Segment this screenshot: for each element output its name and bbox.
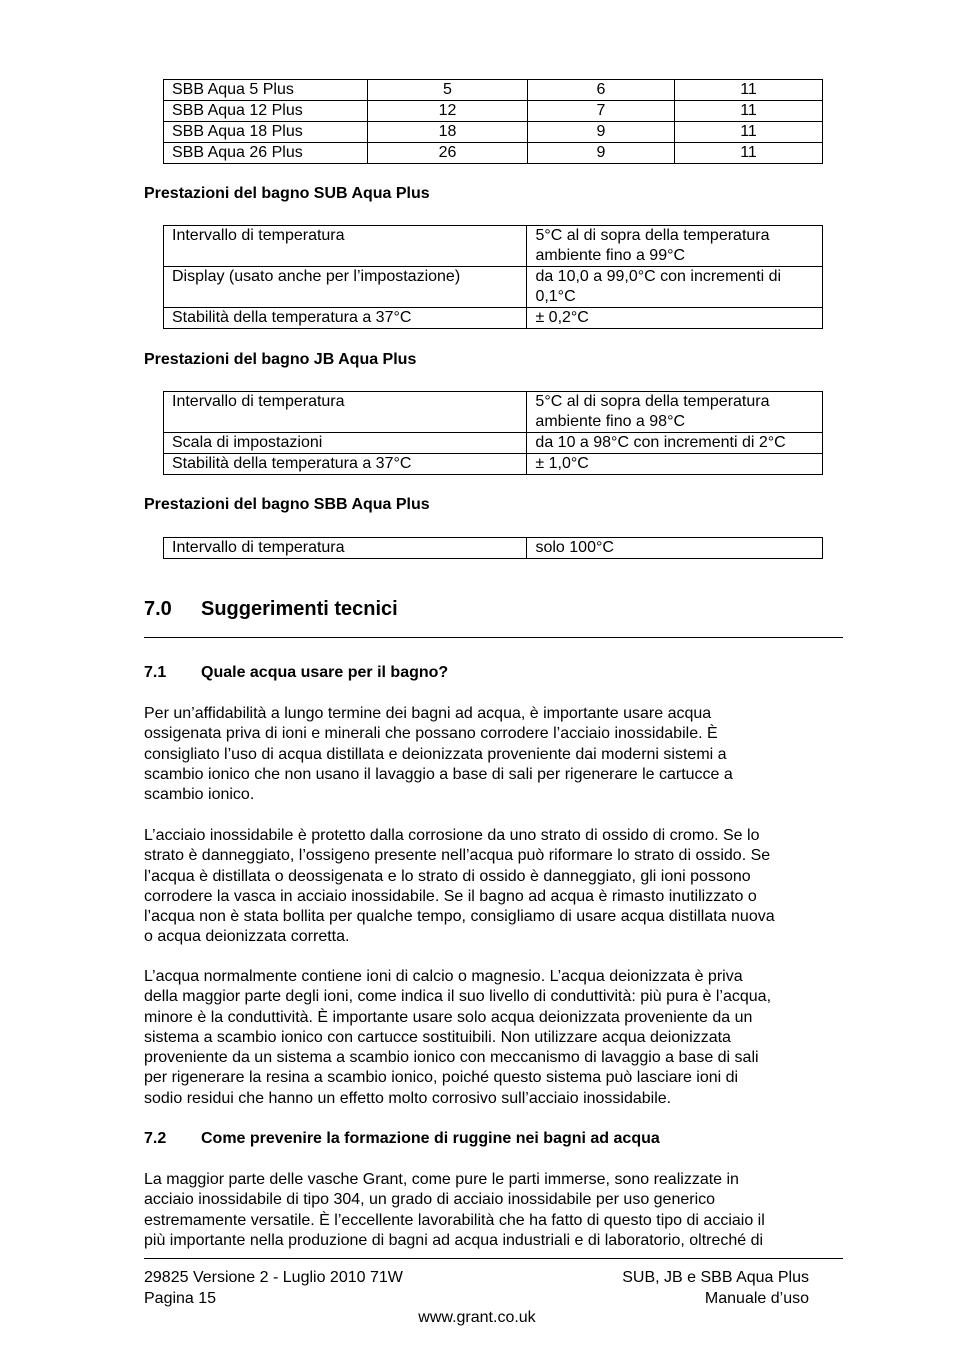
- table-cell: 26: [368, 143, 528, 164]
- table-cell: 12: [368, 101, 528, 122]
- table-cell: ± 0,2°C: [527, 308, 823, 329]
- table-row: [164, 80, 823, 101]
- table-cell: ± 1,0°C: [527, 454, 823, 475]
- text-line: acciaio inossidabile di tipo 304, un grado di acciaio inossidabile per uso generico: [144, 1191, 716, 1209]
- subsection-title: Quale acqua usare per il bagno?: [201, 664, 449, 681]
- paragraph: [144, 1170, 844, 1251]
- manual-label: Manuale d’uso: [704, 1289, 809, 1307]
- footer-left: [144, 1268, 403, 1309]
- subsection-number: 7.2: [144, 1130, 167, 1147]
- table-cell: 18: [368, 122, 528, 143]
- subsection-number: 7.1: [144, 664, 167, 681]
- paragraph: [144, 826, 844, 948]
- table-cell: Intervallo di temperatura: [164, 226, 527, 267]
- table-cell: 11: [675, 101, 823, 122]
- table-cell: SBB Aqua 12 Plus: [164, 101, 368, 122]
- table-cell: 11: [675, 80, 823, 101]
- table-cell: Display (usato anche per l’impostazione): [164, 267, 527, 308]
- table-cell: 5°C al di sopra della temperatura ambiente fino a 98°C: [527, 392, 823, 433]
- text-line: o acqua deionizzata corretta.: [144, 928, 350, 946]
- text-line: per rigenerare la resina a scambio ionico, poiché questo sistema può lasciare ioni di: [144, 1069, 739, 1087]
- text-line: L’acqua normalmente contiene ioni di calcio o magnesio. L’acqua deionizzata è priva: [144, 968, 743, 985]
- table-row: [164, 454, 823, 475]
- table-cell: 11: [675, 122, 823, 143]
- text-line: sistema a scambio ionico con cartucce sostituibili. Non utilizzare acqua deionizzata: [144, 1028, 731, 1046]
- text-line: estremamente versatile. È l’eccellente lavorabilità che ha fatto di questo tipo di acciaio il: [144, 1211, 765, 1229]
- sbb-heading: Prestazioni del bagno SBB Aqua Plus: [144, 496, 430, 513]
- table-cell: 5: [368, 80, 528, 101]
- table-row: [164, 538, 823, 559]
- page-number: Pagina 15: [144, 1289, 217, 1307]
- text-line: strato è danneggiato, l’ossigeno presente nell’acqua può riformare lo strato di ossido. Se: [144, 847, 771, 865]
- sbb-performance-table: [163, 537, 823, 559]
- text-line: consigliato l’uso di acqua distillata e deionizzata proveniente dai moderni sistemi a: [144, 745, 727, 763]
- models-table: [163, 79, 823, 164]
- table-cell: 9: [528, 122, 675, 143]
- table-cell: SBB Aqua 5 Plus: [164, 80, 368, 101]
- sub-heading: Prestazioni del bagno SUB Aqua Plus: [144, 185, 430, 202]
- table-cell: 11: [675, 143, 823, 164]
- table-cell: Scala di impostazioni: [164, 433, 527, 454]
- table-cell: SBB Aqua 18 Plus: [164, 122, 368, 143]
- text-line: proveniente da un sistema a scambio ionico con meccanismo di lavaggio a base di sali: [144, 1049, 759, 1067]
- text-line: sodio residui che hanno un effetto molto corrosivo sull’acciaio inossidabile.: [144, 1089, 672, 1107]
- table-row: [164, 226, 823, 267]
- doc-version: 29825 Versione 2 - Luglio 2010 71W: [144, 1269, 403, 1286]
- section-title: Suggerimenti tecnici: [201, 598, 398, 620]
- footer-divider: [144, 1258, 843, 1259]
- paragraph: [144, 704, 844, 805]
- text-line: scambio ionico che non usano il lavaggio a base di sali per rigenerare le cartucce a: [144, 765, 733, 783]
- text-line: scambio ionico.: [144, 786, 255, 804]
- table-row: [164, 308, 823, 329]
- table-row: [164, 392, 823, 433]
- subsection-7-2: [144, 1130, 660, 1148]
- table-row: [164, 101, 823, 122]
- table-cell: 9: [528, 143, 675, 164]
- text-line: ossigenata priva di ioni e minerali che possano corrodere l’acciaio inossidabile. È: [144, 725, 718, 743]
- table-cell: 5°C al di sopra della temperatura ambiente fino a 99°C: [527, 226, 823, 267]
- table-cell: Intervallo di temperatura: [164, 392, 527, 433]
- section-number: 7.0: [144, 598, 172, 620]
- table-cell: Stabilità della temperatura a 37°C: [164, 308, 527, 329]
- table-cell: SBB Aqua 26 Plus: [164, 143, 368, 164]
- text-line: più importante nella produzione di bagni ad acqua industriali e di laboratorio, oltreché di: [144, 1231, 764, 1249]
- text-line: l’acqua è distillata o deossigenata e lo strato di ossido è danneggiato, gli ioni possono: [144, 867, 751, 885]
- text-line: della maggior parte degli ioni, come indica il suo livello di conduttività: più pura è l’acqua,: [144, 988, 772, 1006]
- sub-performance-table: [163, 225, 823, 329]
- table-row: [164, 122, 823, 143]
- section-divider: [144, 637, 843, 638]
- jb-performance-table: [163, 391, 823, 475]
- table-row: [164, 433, 823, 454]
- table-cell: Intervallo di temperatura: [164, 538, 527, 559]
- table-cell: 6: [528, 80, 675, 101]
- product-name: SUB, JB e SBB Aqua Plus: [622, 1269, 809, 1286]
- table-cell: da 10 a 98°C con incrementi di 2°C: [527, 433, 823, 454]
- jb-heading: Prestazioni del bagno JB Aqua Plus: [144, 351, 417, 368]
- text-line: l’acqua non è stata bollita per qualche tempo, consigliamo di usare acqua distillata nuova: [144, 908, 775, 926]
- text-line: corrodere la vasca in acciaio inossidabile. Se il bagno ad acqua è rimasto inutilizzato o: [144, 887, 757, 905]
- text-line: La maggior parte delle vasche Grant, come pure le parti immerse, sono realizzate in: [144, 1171, 739, 1188]
- table-row: [164, 143, 823, 164]
- subsection-title: Come prevenire la formazione di ruggine nei bagni ad acqua: [201, 1130, 660, 1147]
- text-line: minore è la conduttività. È importante usare solo acqua deionizzata proveniente da un: [144, 1008, 753, 1026]
- footer-url: www.grant.co.uk: [418, 1309, 536, 1326]
- table-cell: solo 100°C: [527, 538, 823, 559]
- table-cell: 7: [528, 101, 675, 122]
- text-line: Per un’affidabilità a lungo termine dei bagni ad acqua, è importante usare acqua: [144, 705, 712, 722]
- section-heading: [144, 598, 398, 621]
- text-line: L’acciaio inossidabile è protetto dalla corrosione da uno strato di ossido di cromo. Se lo: [144, 827, 760, 844]
- footer-right: [622, 1268, 809, 1309]
- table-cell: Stabilità della temperatura a 37°C: [164, 454, 527, 475]
- table-cell: da 10,0 a 99,0°C con incrementi di 0,1°C: [527, 267, 823, 308]
- subsection-7-1: [144, 664, 449, 682]
- paragraph: [144, 967, 844, 1109]
- table-row: [164, 267, 823, 308]
